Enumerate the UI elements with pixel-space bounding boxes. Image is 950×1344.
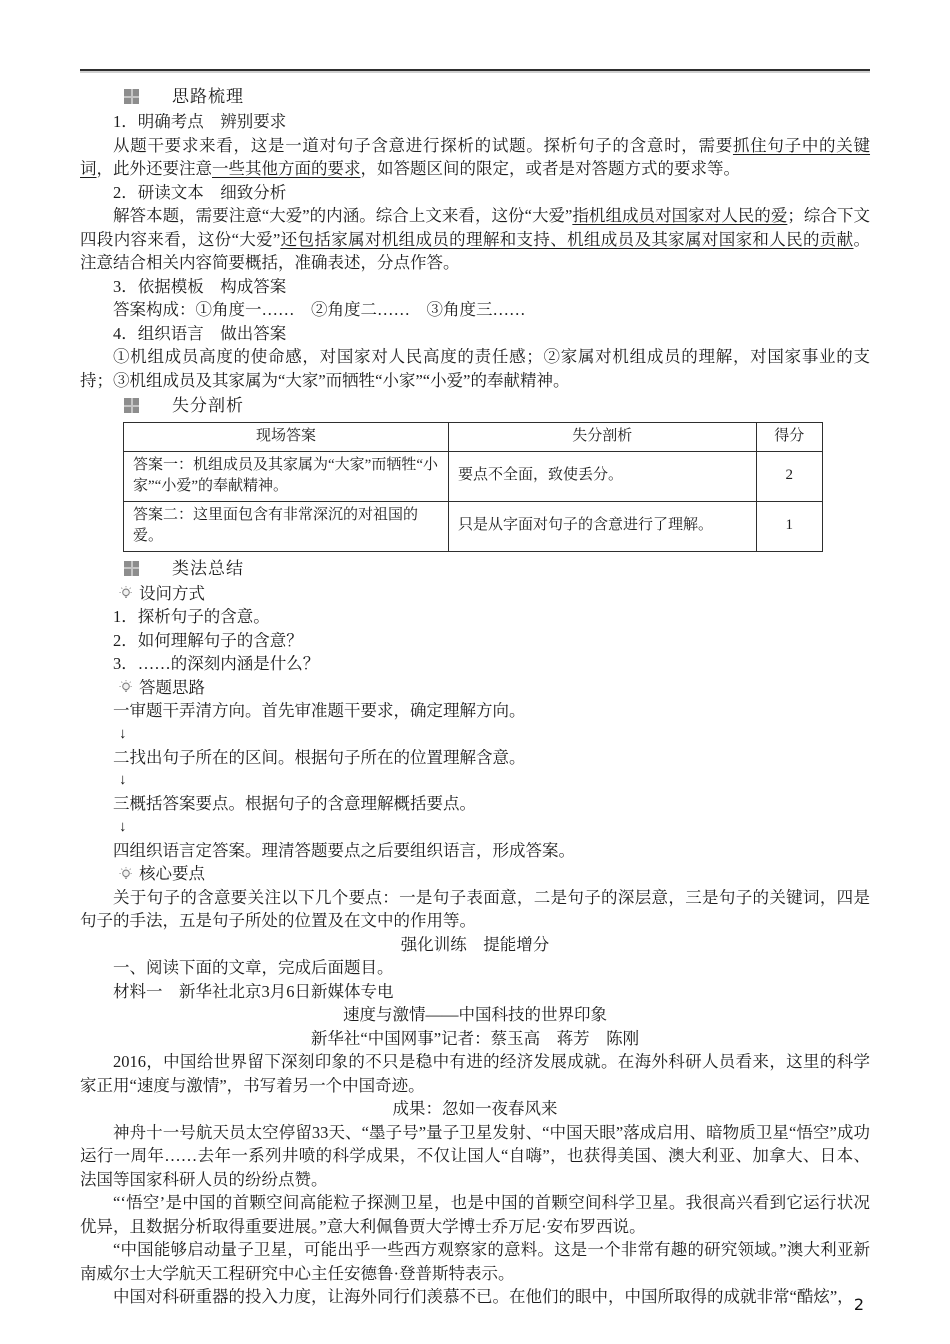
underlined-text: 一些其他方面的要求 [212,159,361,178]
table-row [124,451,823,501]
centered-heading: 成果：忽如一夜春风来 [392,1099,558,1118]
paragraph: “中国能够启动量子卫星，可能出乎一些西方观察家的意料。这是一个非常有趣的研究领域。”澳大利亚新南威尔士大学航天工程研究中心主任安德鲁·登普斯特表示。 [80,1240,870,1283]
bullet-header [80,862,870,886]
table-cell: 2 [756,451,822,501]
paragraph: “‘悟空’是中国的首颗空间高能粒子探测卫星，也是中国的首颗空间科学卫星。我很高兴看到它运行状况优异，且数据分析取得重要进展。”意大利佩鲁贾大学博士乔万尼·安布罗西说。 [80,1193,870,1236]
section-header [80,556,870,581]
paragraph: 中国对科研重器的投入力度，让海外同行们羡慕不已。在他们的眼中，中国所取得的成就非常“酷炫”， [113,1287,854,1306]
bullet-title: 设问方式 [139,583,205,603]
table-header-cell: 失分剖析 [449,423,757,452]
table-body [124,451,823,551]
paragraph: 1．探析句子的含意。 [113,607,270,626]
table-cell: 要点不全面，致使丢分。 [449,451,757,501]
section-header [80,84,870,109]
paragraph: 材料一 新华社北京3月6日新媒体专电 [113,981,394,1001]
section-title: 思路梳理 [172,87,244,106]
header-rule [80,69,870,71]
paragraph: 答案构成：①角度一…… ②角度二…… ③角度三…… [113,300,526,319]
bullet-title: 答题思路 [139,677,205,697]
paragraph: 关于句子的含意要关注以下几个要点：一是句子表面意，二是句子的深层意，三是句子的关键词，四是句子的手法，五是句子所处的位置及在文中的作用等。 [80,887,870,930]
section-title: 失分剖析 [172,396,244,415]
paragraph: 2．如何理解句子的含意？ [113,630,303,650]
paragraph: 解答本题，需要注意“大爱”的内涵。综合上文来看，这份“大爱”指机组成员对国家对人民的爱；综合下文四段内容来看，这份“大爱”还包括家属对机组成员的理解和支持、机组成员及其家属对国家和人民的贡献。注意结合相关内容简要概括，准确表述，分点作答。 [80,206,871,272]
underlined-text: 指机组成员对国家对人民的爱 [572,206,788,225]
section-header [80,393,870,418]
bullet-title: 核心要点 [139,864,205,883]
paragraph: 四组织语言定答案。理清答题要点之后要组织语言，形成答案。 [113,840,575,860]
table-head [124,423,823,452]
paragraph: ①机组成员高度的使命感，对国家对人民高度的责任感；②家属对机组成员的理解，对国家事业的支持；③机组成员及其家属为“大家”而牺牲“小家”“小爱”的奉献精神。 [80,347,870,390]
paragraph: 二找出句子所在的区间。根据句子所在的位置理解含意。 [113,747,526,767]
grid-square-icon [124,561,139,576]
centered-heading: 强化训练 提能增分 [400,934,550,954]
table-header-row [124,423,823,452]
lightbulb-icon [118,866,134,882]
table-header-cell: 现场答案 [124,423,449,452]
paragraph: 1．明确考点 辨别要求 [113,112,287,131]
section-title: 类法总结 [172,558,244,578]
centered-heading: 新华社“中国网事”记者：蔡玉高 蒋芳 陈刚 [310,1028,640,1048]
document-body [80,84,870,1309]
flow-down-arrow-icon: ↓ [119,725,127,742]
lightbulb-icon [118,679,134,695]
page-number: 2 [853,1295,864,1314]
paragraph: 2．研读文本 细致分析 [113,182,287,202]
lightbulb-icon [118,585,134,601]
paragraph: 2016，中国给世界留下深刻印象的不只是稳中有进的经济发展成就。在海外科研人员看来，这里的科学家正用“速度与激情”，书写着另一个中国奇迹。 [80,1052,870,1095]
bullet-header [80,582,870,606]
underlined-text: 抓住句子中的关键词 [80,135,871,178]
paragraph: 一、阅读下面的文章，完成后面题目。 [113,958,394,977]
table-cell: 答案一：机组成员及其家属为“大家”而牺牲“小家”“小爱”的奉献精神。 [124,451,449,501]
grid-square-icon [124,89,139,104]
table-cell: 1 [756,501,822,551]
paragraph: 三概括答案要点。根据句子的含意理解概括要点。 [113,794,476,813]
flow-down-arrow-icon: ↓ [119,818,127,835]
paragraph: 4．组织语言 做出答案 [113,323,287,343]
paragraph: 从题干要求来看，这是一道对句子含意进行探析的试题。探析句子的含意时，需要抓住句子中的关键词，此外还要注意一些其他方面的要求，如答题区间的限定，或者是对答题方式的要求等。 [80,135,871,178]
table-header-cell: 得分 [756,423,822,452]
paragraph: 一审题干弄清方向。首先审准题干要求，确定理解方向。 [113,701,526,720]
underlined-text: 还包括家属对机组成员的理解和支持、机组成员及其家属对国家和人民的贡献 [280,229,854,249]
paragraph: 3．依据模板 构成答案 [113,276,287,296]
table-cell: 答案二：这里面包含有非常深沉的对祖国的爱。 [124,501,449,551]
table-row [124,501,823,551]
analysis-table [123,422,823,552]
bullet-header [80,676,870,700]
paragraph: 神舟十一号航天员太空停留33天、“墨子号”量子卫星发射、“中国天眼”落成启用、暗物质卫星“悟空”成功运行一周年……去年一系列井喷的科学成果，不仅让国人“自嗨”，也获得美国、澳大利亚、加拿大、日本、法国等国家科研人员的纷纷点赞。 [80,1122,870,1189]
table-cell: 只是从字面对句子的含意进行了理解。 [449,501,757,551]
paragraph: 3．……的深刻内涵是什么？ [113,654,320,673]
centered-heading: 速度与激情——中国科技的世界印象 [343,1005,607,1024]
grid-square-icon [124,398,139,413]
flow-down-arrow-icon: ↓ [119,772,127,788]
